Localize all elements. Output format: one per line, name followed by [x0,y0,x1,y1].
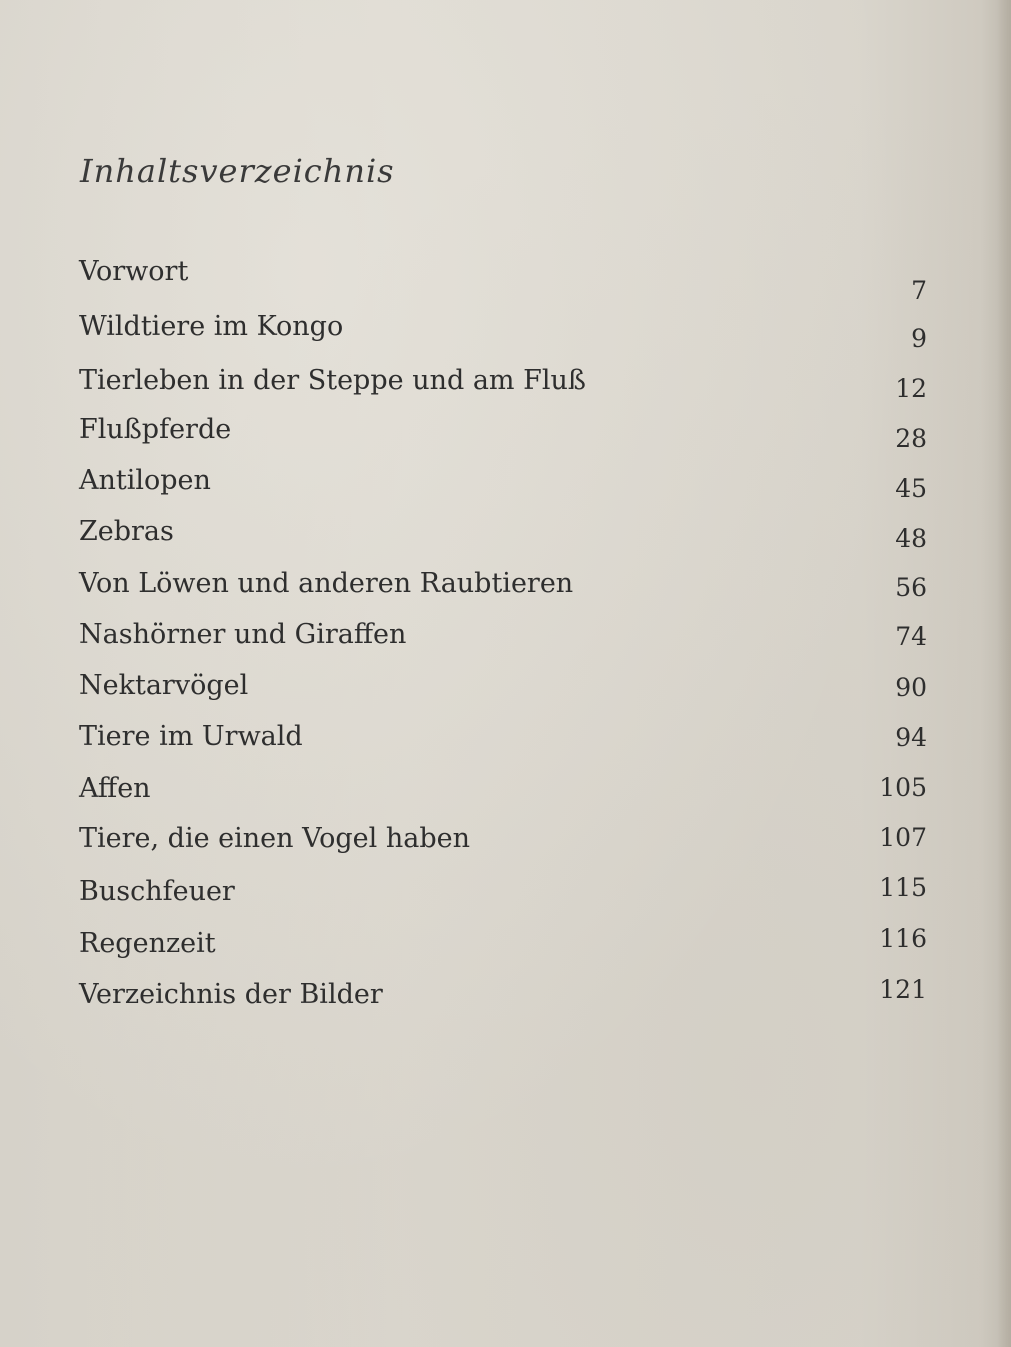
toc-entry-page: 7 [911,276,927,305]
toc-entry-title: Vorwort [79,256,189,287]
toc-entry-page: 94 [895,723,927,752]
toc-entry-page: 12 [895,374,927,403]
toc-entry-title: Nashörner und Giraffen [79,619,407,650]
toc-entry-page: 28 [895,424,927,453]
toc-entry-title: Wildtiere im Kongo [79,311,344,342]
toc-entry-title: Tierleben in der Steppe und am Fluß [79,365,586,396]
toc-entry-title: Von Löwen und anderen Raubtieren [79,568,574,599]
toc-entry-page: 116 [879,924,927,953]
toc-entry-page: 56 [895,573,927,602]
toc-heading: Inhaltsverzeichnis [80,152,395,190]
toc-entry-title: Affen [79,773,151,804]
toc-entry-title: Verzeichnis der Bilder [79,979,383,1010]
toc-entry-page: 90 [895,673,927,702]
toc-entry-page: 48 [895,524,927,553]
toc-entry-title: Flußpferde [79,414,232,445]
toc-entry-page: 115 [879,873,927,902]
toc-entry-page: 74 [895,622,927,651]
toc-entry-title: Zebras [79,516,174,547]
toc-entry-title: Nektarvögel [79,670,249,701]
toc-entry-page: 9 [911,324,927,353]
toc-entry-title: Tiere im Urwald [79,721,303,752]
toc-entry-page: 105 [879,773,927,802]
toc-entry-title: Regenzeit [79,928,216,959]
toc-entry-page: 107 [879,823,927,852]
toc-entry-title: Buschfeuer [79,876,235,907]
toc-entry-title: Antilopen [79,465,211,496]
toc-entry-page: 121 [879,975,927,1004]
toc-entry-page: 45 [895,474,927,503]
toc-entry-title: Tiere, die einen Vogel haben [79,823,470,854]
